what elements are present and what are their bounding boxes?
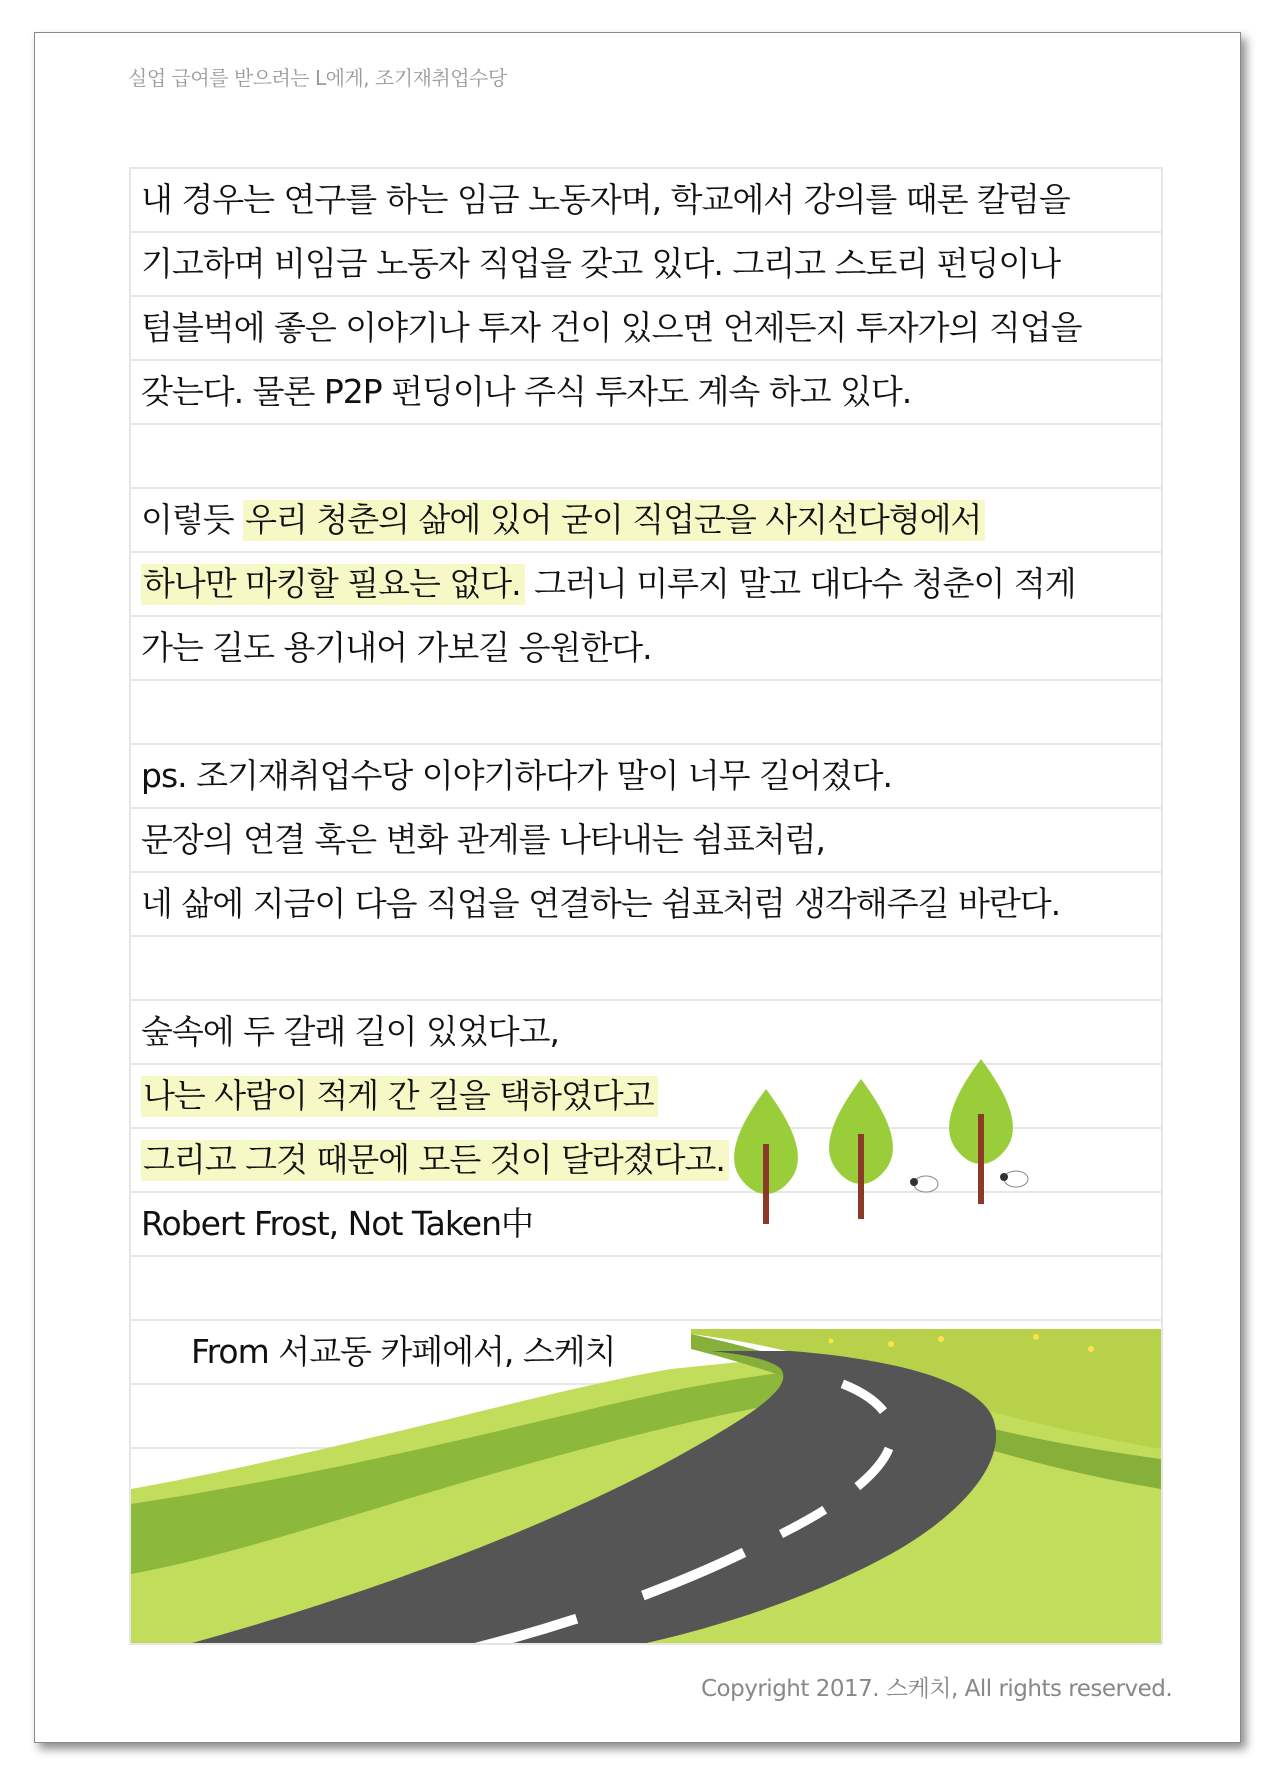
text-segment: 텀블벅에 좋은 이야기나 투자 건이 있으면 언제든지 투자가의 직업을 [141, 308, 1082, 347]
text-segment: 가는 길도 용기내어 가보길 응원한다. [141, 628, 652, 667]
text-segment: 숲속에 두 갈래 길이 있었다고, [141, 1012, 559, 1051]
lined-paper [129, 167, 1163, 1645]
line-text [141, 180, 1070, 219]
text-segment: ps. 조기재취업수당 이야기하다가 말이 너무 길어졌다. [141, 756, 893, 795]
text-line [131, 617, 1161, 681]
highlighted-text: 우리 청춘의 삶에 있어 굳이 직업군을 사지선다형에서 [243, 500, 985, 541]
line-text [191, 1332, 616, 1371]
text-line [131, 1001, 1161, 1065]
line-text [141, 1140, 729, 1179]
line-text [141, 756, 892, 795]
text-segment: 기고하며 비임금 노동자 직업을 갖고 있다. 그리고 스토리 펀딩이나 [141, 244, 1061, 283]
text-line [131, 873, 1161, 937]
line-text [141, 308, 1082, 347]
text-line [131, 1193, 1161, 1257]
text-line [131, 681, 1161, 745]
text-line [131, 745, 1161, 809]
line-text [141, 628, 652, 667]
text-line [131, 1257, 1161, 1321]
text-segment: 이렇듯 [141, 500, 244, 539]
text-line [131, 361, 1161, 425]
line-text [141, 1012, 559, 1051]
text-line [131, 233, 1161, 297]
text-line [131, 1065, 1161, 1129]
line-text [141, 1204, 533, 1243]
text-segment: 내 경우는 연구를 하는 임금 노동자며, 학교에서 강의를 때론 칼럼을 [141, 180, 1070, 219]
text-segment: 네 삶에 지금이 다음 직업을 연결하는 쉼표처럼 생각해주길 바란다. [141, 884, 1061, 923]
text-line [131, 553, 1161, 617]
line-text [141, 244, 1060, 283]
text-line [131, 297, 1161, 361]
highlighted-text: 나는 사람이 적게 간 길을 택하였다고 [141, 1076, 658, 1117]
line-text [141, 564, 1076, 603]
text-segment: From 서교동 카페에서, 스케치 [191, 1332, 616, 1371]
document-page [34, 32, 1241, 1743]
text-line [131, 169, 1161, 233]
road-illustration [131, 1329, 1161, 1645]
line-text [141, 372, 911, 411]
text-segment: Robert Frost, Not Taken中 [141, 1204, 533, 1243]
text-segment: 갖는다. 물론 P2P 펀딩이나 주식 투자도 계속 하고 있다. [141, 372, 912, 411]
highlighted-text: 그리고 그것 때문에 모든 것이 달라졌다고. [141, 1140, 729, 1181]
line-text [141, 820, 825, 859]
text-line [131, 809, 1161, 873]
line-text [141, 884, 1060, 923]
text-line [131, 489, 1161, 553]
line-text [141, 1076, 658, 1115]
text-line [131, 425, 1161, 489]
text-line [131, 1129, 1161, 1193]
highlighted-text: 하나만 마킹할 필요는 없다. [141, 564, 525, 605]
line-text [141, 500, 985, 539]
copyright-footer: Copyright 2017. 스케치, All rights reserved. [701, 1676, 1173, 1702]
text-segment: 그러니 미루지 말고 대다수 청춘이 적게 [524, 564, 1076, 603]
text-line [131, 937, 1161, 1001]
page-header-title: 실업 급여를 받으려는 L에게, 조기재취업수당 [128, 66, 507, 90]
text-segment: 문장의 연결 혹은 변화 관계를 나타내는 쉼표처럼, [141, 820, 825, 859]
